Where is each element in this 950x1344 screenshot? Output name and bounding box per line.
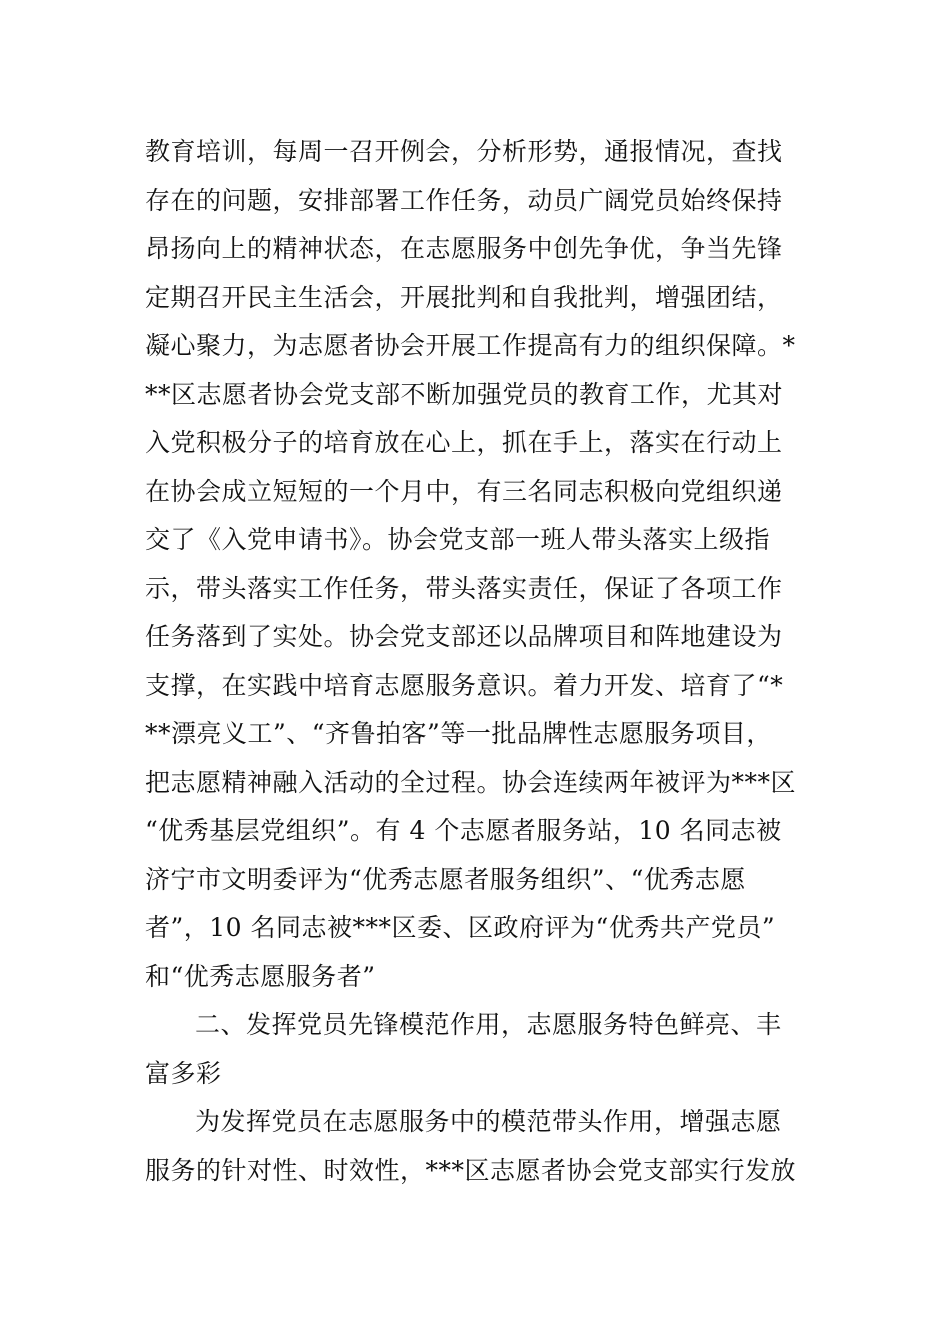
text-line: 示，带头落实工作任务，带头落实责任，保证了各项工作 [145, 573, 783, 603]
text-line: 昂扬向上的精神状态，在志愿服务中创先争优，争当先锋 [145, 234, 783, 263]
text-line: 交了《入党申请书》。协会党支部一班人带头落实上级指 [145, 525, 771, 554]
text-line: 二、发挥党员先锋模范作用，志愿服务特色鲜亮、丰 [195, 1010, 782, 1039]
body-text [145, 128, 815, 1195]
text-line: 富多彩 [145, 1058, 222, 1088]
text-line: 凝心聚力，为志愿者协会开展工作提高有力的组织保障。* [145, 331, 796, 360]
text-line: 济宁市文明委评为“优秀志愿者服务组织”、“优秀志愿 [145, 864, 746, 894]
text-line: 存在的问题，安排部署工作任务，动员广阔党员始终保持 [145, 185, 783, 215]
text-line: 服务的针对性、时效性，***区志愿者协会党支部实行发放 [145, 1155, 797, 1185]
text-line: 教育培训，每周一召开例会，分析形势，通报情况，查找 [145, 137, 783, 166]
text-line: 和“优秀志愿服务者” [145, 961, 376, 991]
text-line: 为发挥党员在志愿服务中的模范带头作用，增强志愿 [195, 1107, 782, 1136]
text-line: 在协会成立短短的一个月中，有三名同志积极向党组织递 [145, 476, 783, 506]
text-line: **区志愿者协会党支部不断加强党员的教育工作，尤其对 [145, 379, 784, 409]
text-line: **漂亮义工”、“齐鲁拍客”等一批品牌性志愿服务项目， [145, 719, 772, 748]
text-line: 入党积极分子的培育放在心上，抓在手上，落实在行动上 [145, 428, 783, 457]
text-line: 支撑，在实践中培育志愿服务意识。着力开发、培育了“* [145, 670, 784, 700]
text-line: 任务落到了实处。协会党支部还以品牌项目和阵地建设为 [145, 622, 783, 651]
text-line: 把志愿精神融入活动的全过程。协会连续两年被评为***区 [145, 767, 797, 797]
text-line: 定期召开民主生活会，开展批判和自我批判，增强团结， [145, 282, 783, 312]
text-line: “优秀基层党组织”。有 4 个志愿者服务站，10 名同志被 [145, 816, 782, 845]
text-line: 者”，10 名同志被***区委、区政府评为“优秀共产党员” [145, 913, 776, 942]
